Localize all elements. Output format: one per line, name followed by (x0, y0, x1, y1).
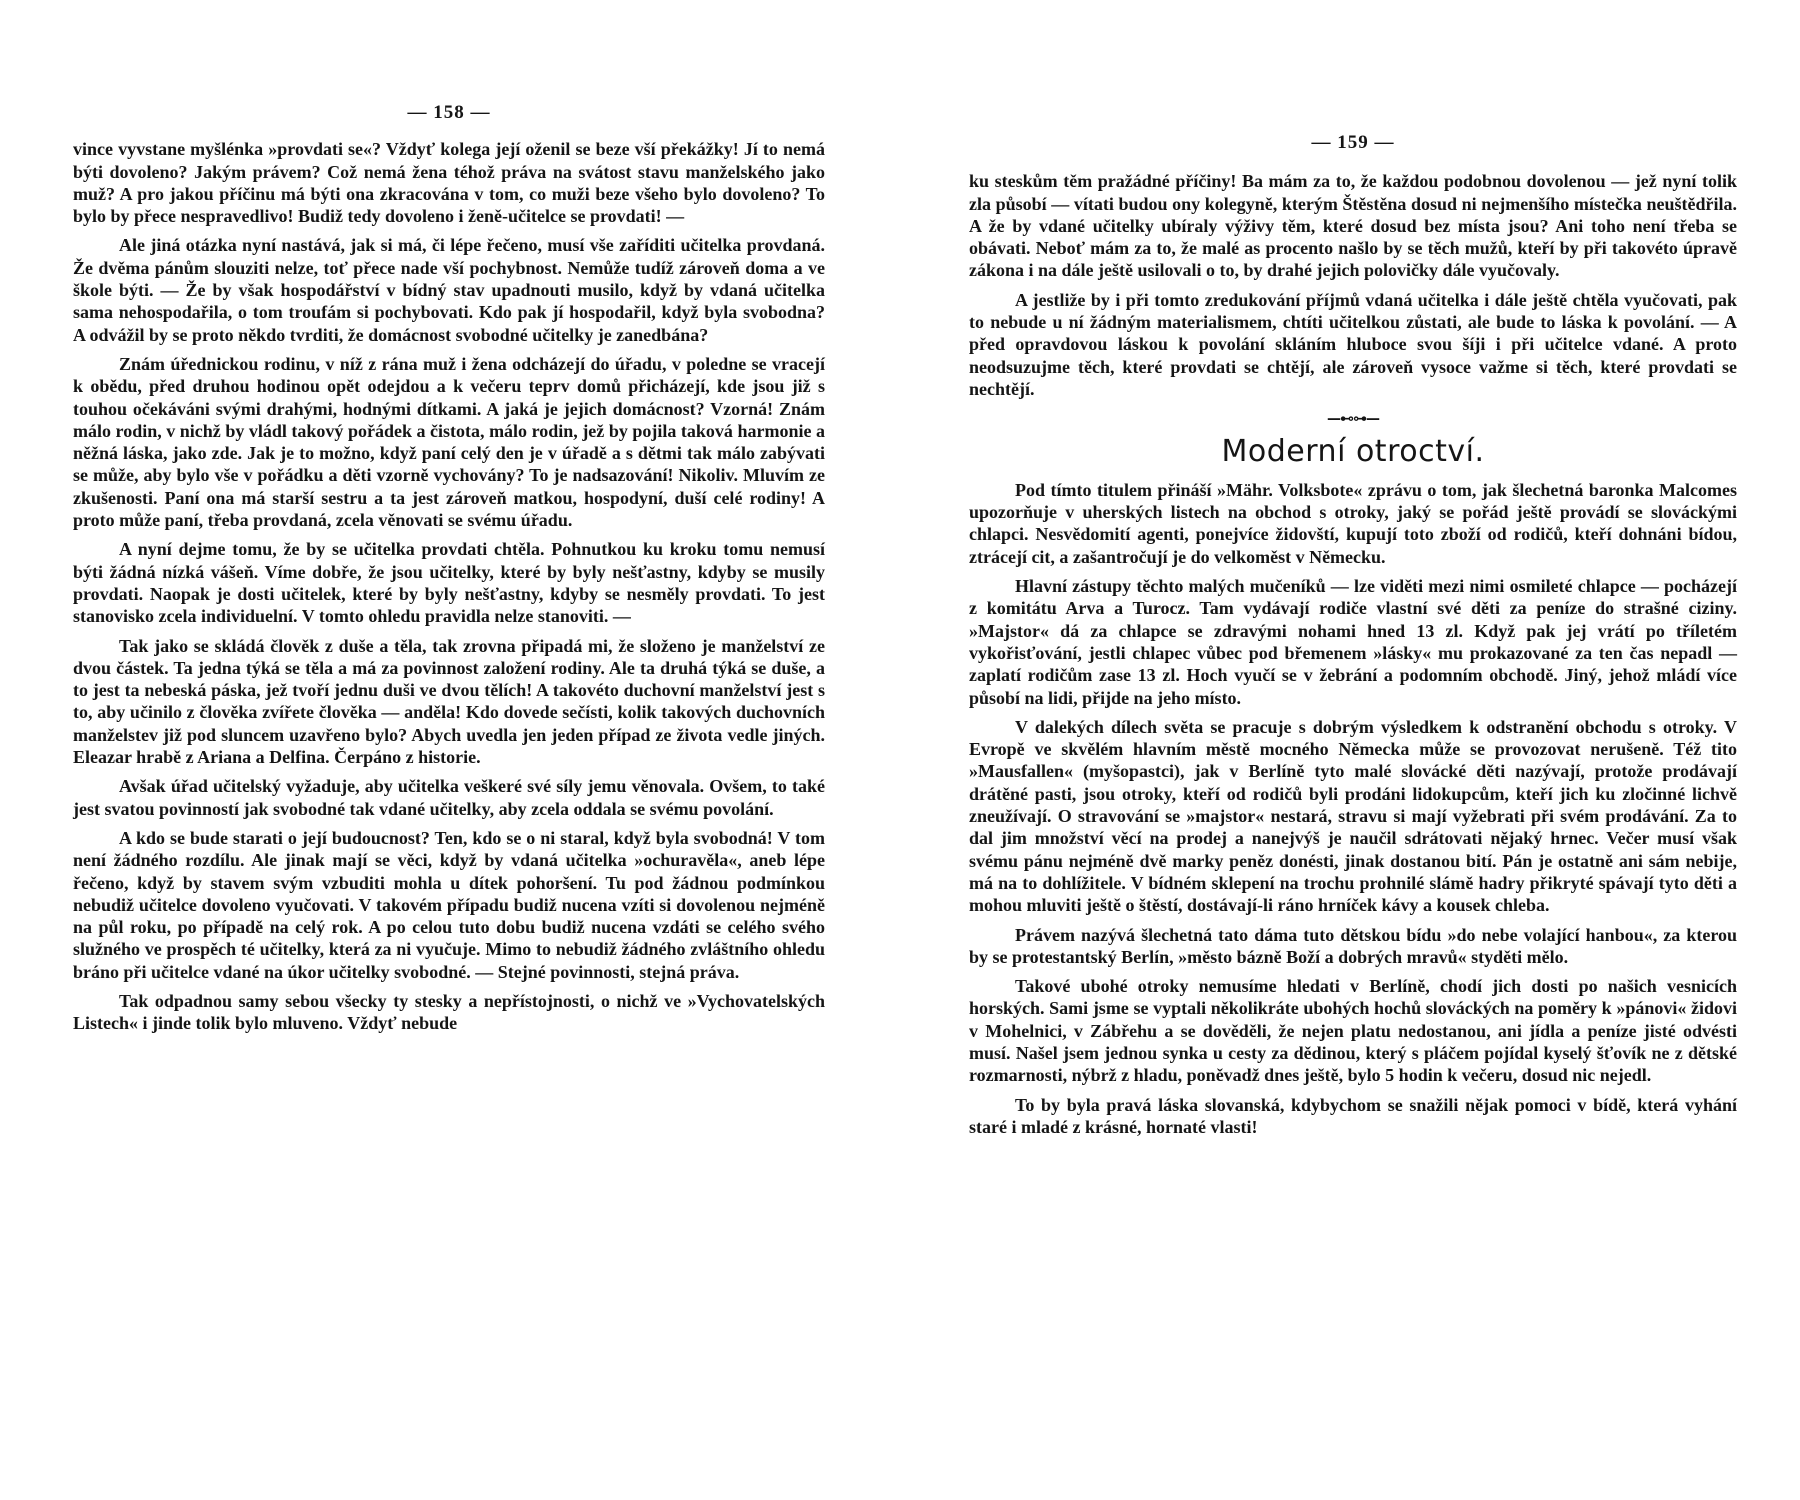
right-page (969, 132, 1737, 1145)
paragraph: vince vyvstane myšlénka »provdati se«? Vždyť kolega její oženil se beze vší překážky! Jí to nemá býti dovoleno? Jakým právem? Což nemá žena téhož práva na svátost stavu manželského jako muž? A pro jakou příčinu má býti ona zkracována v tom, co muži beze všeho bylo dovoleno? To bylo by přece nespravedlivo! Budiž tedy dovoleno i ženě-učitelce se provdati! — (73, 139, 825, 227)
page-number: — 158 — (407, 102, 491, 123)
paragraph: A kdo se bude starati o její budoucnost? Ten, kdo se o ni staral, když byla svobodná! V tom není žádného rozdílu. Ale jinak mají se věci, když by vdaná učitelka »ochuravěla«, aneb lépe řečeno, když by stavem svým vzbuditi mohla u dítek pohoršení. Tu pod žádnou podmínkou nebudiž učitelce dovoleno vyučovati. V takovém případu budiž nucena vzíti si dovolenou nejméně na půl roku, po případě na celý rok. A po celou tuto dobu budiž nucena vzdáti se celého svého služného ve prospěch té učitelky, která za ni vyučuje. Mimo to nebudiž žádného zvláštního ohledu bráno při učitelce vdané na úkor učitelky svobodné. — Stejné povinnosti, stejná práva. (73, 827, 825, 982)
paragraph: Takové ubohé otroky nemusíme hledati v Berlíně, chodí jich dosti po našich vesnicích horských. Sami jsme se vyptali několikráte ubohých hochů slováckých na poměry k »pánovi« židovi v Mohelnici, v Zábřehu a se dověděli, že nejen platu nedostanou, ani jídla a peníze jisté odvésti musí. Našel jsem jednou synka u cesty za dědinou, který s pláčem pojídal kyselý šťovík ne z dětské rozmarnosti, nýbrž z hladu, poněvadž dnes ještě, bylo 5 hodin k večeru, dosud nic nejedl. (969, 976, 1737, 1086)
paragraph: To by byla pravá láska slovanská, kdybychom se snažili nějak pomoci v bídě, která vyhání staré i mladé z krásné, hornaté vlasti! (969, 1094, 1737, 1137)
paragraph: Tak jako se skládá člověk z duše a těla, tak zrovna připadá mi, že složeno je manželství ze dvou částek. Ta jedna týká se těla a má za povinnost založení rodiny. Ale ta druhá týká se duše, a to jest ta nebeská páska, jež tvoří jednu duši ve dvou tělích! A takovéto duchovní manželství jest s to, aby učinilo z člověka zvířete člověka — anděla! Kdo dovede sečísti, kolik takových duchovních manželstev již pod sluncem uzavřeno bylo? Abych uvedla jen jeden případ ze života vedle jiných. Eleazar hrabě z Ariana a Delfina. Čerpáno z historie. (73, 635, 825, 768)
paragraph: A nyní dejme tomu, že by se učitelka provdati chtěla. Pohnutkou ku kroku tomu nemusí býti žádná nízká vášeň. Víme dobře, že jsou učitelky, které by byly nešťastny, kdyby se musily provdati. Naopak je dosti učitelek, které by byly nešťastny, kdyby se nesměly provdati. To jest stanovisko zcela individuelní. V tomto ohledu pravidla nelze stanoviti. — (73, 539, 825, 627)
page-number: — 159 — (1311, 132, 1395, 153)
paragraph: Avšak úřad učitelský vyžaduje, aby učitelka veškeré své síly jemu věnovala. Ovšem, to také jest svatou povinností jak svobodné tak vdané učitelky, aby zcela oddala se svému povolání. (73, 776, 825, 819)
paragraph: A jestliže by i při tomto zredukování příjmů vdaná učitelka i dále ještě chtěla vyučovati, pak to nebude u ní žádným materialismem, chtíti učitelkou zůstati, ale bude to láska k povolání. — A před opravdovou láskou k povolání skláním hluboce svou šíji i při učitelce vdané. A proto neodsuzujme těch, které provdati se chtějí, ale zároveň vysoce važme si těch, které provdati se nechtějí. (969, 289, 1737, 399)
paragraph: Pod tímto titulem přináší »Mähr. Volksbote« zprávu o tom, jak šlechetná baronka Malcomes upozorňuje v uherských listech na obchod s otroky, jaký se pořád ještě provádí se slováckými chlapci. Nesvědomití agenti, ponejvíce židovští, kupují toto zboží od rodičů, kteří dohnáni bídou, ztrácejí cit, a zašantročují je do velkoměst v Německu. (969, 479, 1737, 567)
paragraph: Právem nazývá šlechetná tato dáma tuto dětskou bídu »do nebe volající hanbou«, za kterou by se protestantský Berlín, »město bázně Boží a dobrých mravů« styděti mělo. (969, 924, 1737, 967)
paragraph: ku steskům těm pražádné příčiny! Ba mám za to, že každou podobnou dovolenou — jež nyní tolik zla působí — vítati budou ony kolegyně, kterým Štěstěna dosud ni nejmenšího místečka neuštědřila. A že by vdané učitelky ubíraly výživy těm, které dosud bez místa jsou? Ani toho není třeba se obávati. Neboť mám za to, že malé as procento našlo by se těch mužů, kteří by při takovéto úpravě zákona i na dále ještě usilovali o to, by drahé jejich polovičky dále vyučovaly. (969, 171, 1737, 281)
paragraph: V dalekých dílech světa se pracuje s dobrým výsledkem k odstranění obchodu s otroky. V Evropě ve skvělém hlavním městě mocného Německa může se provozovat nerušeně. Též tito »Mausfallen« (myšopastci), jak v Berlíně tyto malé slovácké děti nazývají, protože prodávají drátěné pasti, jsou otroky, kteří od rodičů byli prodáni lidokupcům, kteří jich ku zločinné lichvě zneužívají. O stravování se »majstor« nestará, stravu si mají vyžebrati při svém prodávání. Za to dal jim množství věcí na prodej a nanejvýš je naučil sdrátovati nějaký hrnec. Večer musí však svému pánu nejméně dvě marky peněz donésti, jinak dostanou bití. Pán je ostatně ani sám nebije, má na to dohlížitele. V bídném sklepení na trochu prohnilé slámě hadry přikryté spávají tyto děti a mohou mluviti ještě o štěstí, dostávají-li ráno hrníček kávy a kousek chleba. (969, 716, 1737, 916)
paragraph: Ale jiná otázka nyní nastává, jak si má, či lépe řečeno, musí vše zaříditi učitelka provdaná. Že dvěma pánům slouziti nelze, toť přece nade vší pochybnost. Nemůže tudíž zároveň doma a ve škole býti. — Že by však hospodářství v bídný stav upadnouti musilo, když by vdaná učitelka sama nehospodařila, o tom troufám si pochybovati. Kdo pak jí hospodařil, když byla svobodna? A odvážil by se proto někdo tvrditi, že domácnost svobodné učitelky je zanedbána? (73, 235, 825, 345)
left-page (73, 102, 825, 1042)
paragraph: Tak odpadnou samy sebou všecky ty stesky a nepřístojnosti, o nichž ve »Vychovatelských Listech« i jinde tolik bylo mluveno. Vždyť nebude (73, 990, 825, 1034)
paragraph: Znám úřednickou rodinu, v níž z rána muž i žena odcházejí do úřadu, v poledne se vracejí k obědu, před druhou hodinou opět odejdou a k večeru teprv domů přicházejí, kde jsou již s touhou očekáváni svými drahými, hodnými dítkami. A jaká je jejich domácnost? Vzorná! Znám málo rodin, v nichž by vládl takový pořádek a čistota, málo rodin, jež by pojila taková harmonie a něžná láska, jako zde. Jak je to možno, když paní celý den je v úřadě a s dětmi tak málo zabývati se může, aby bylo vše v pořádku a děti vzorně vychovány? To je nadsazování! Nikoliv. Mluvím ze zkušenosti. Paní ona má starší sestru a ta jest zároveň matkou, hospodyní, duší celé rodiny! A proto může paní, třeba provdaná, zcela věnovati se svému úřadu. (73, 353, 825, 531)
paragraph: Hlavní zástupy těchto malých mučeníků — lze viděti mezi nimi osmileté chlapce — pocházejí z komitátu Arva a Turocz. Tam vydávají rodiče vlastní své děti za peníze do strašné ciziny. »Majstor« dá za chlapce se zdravými nohami hned 13 zl. Když pak jej vrátí po tříletém vykořisťování, jestli chlapec vůbec pod břemenem »lásky« mu prokazované za ten čas nepadl — zaplatí rodičům zase 13 zl. Hoch vyučí se v žebrání a podomním obchodě. Jiný, jehož mládí více působí na lidi, přijde na jeho místo. (969, 576, 1737, 708)
section-title: Moderní otroctví. (1221, 433, 1485, 469)
section-divider: —⊷⊶— (1327, 411, 1379, 428)
